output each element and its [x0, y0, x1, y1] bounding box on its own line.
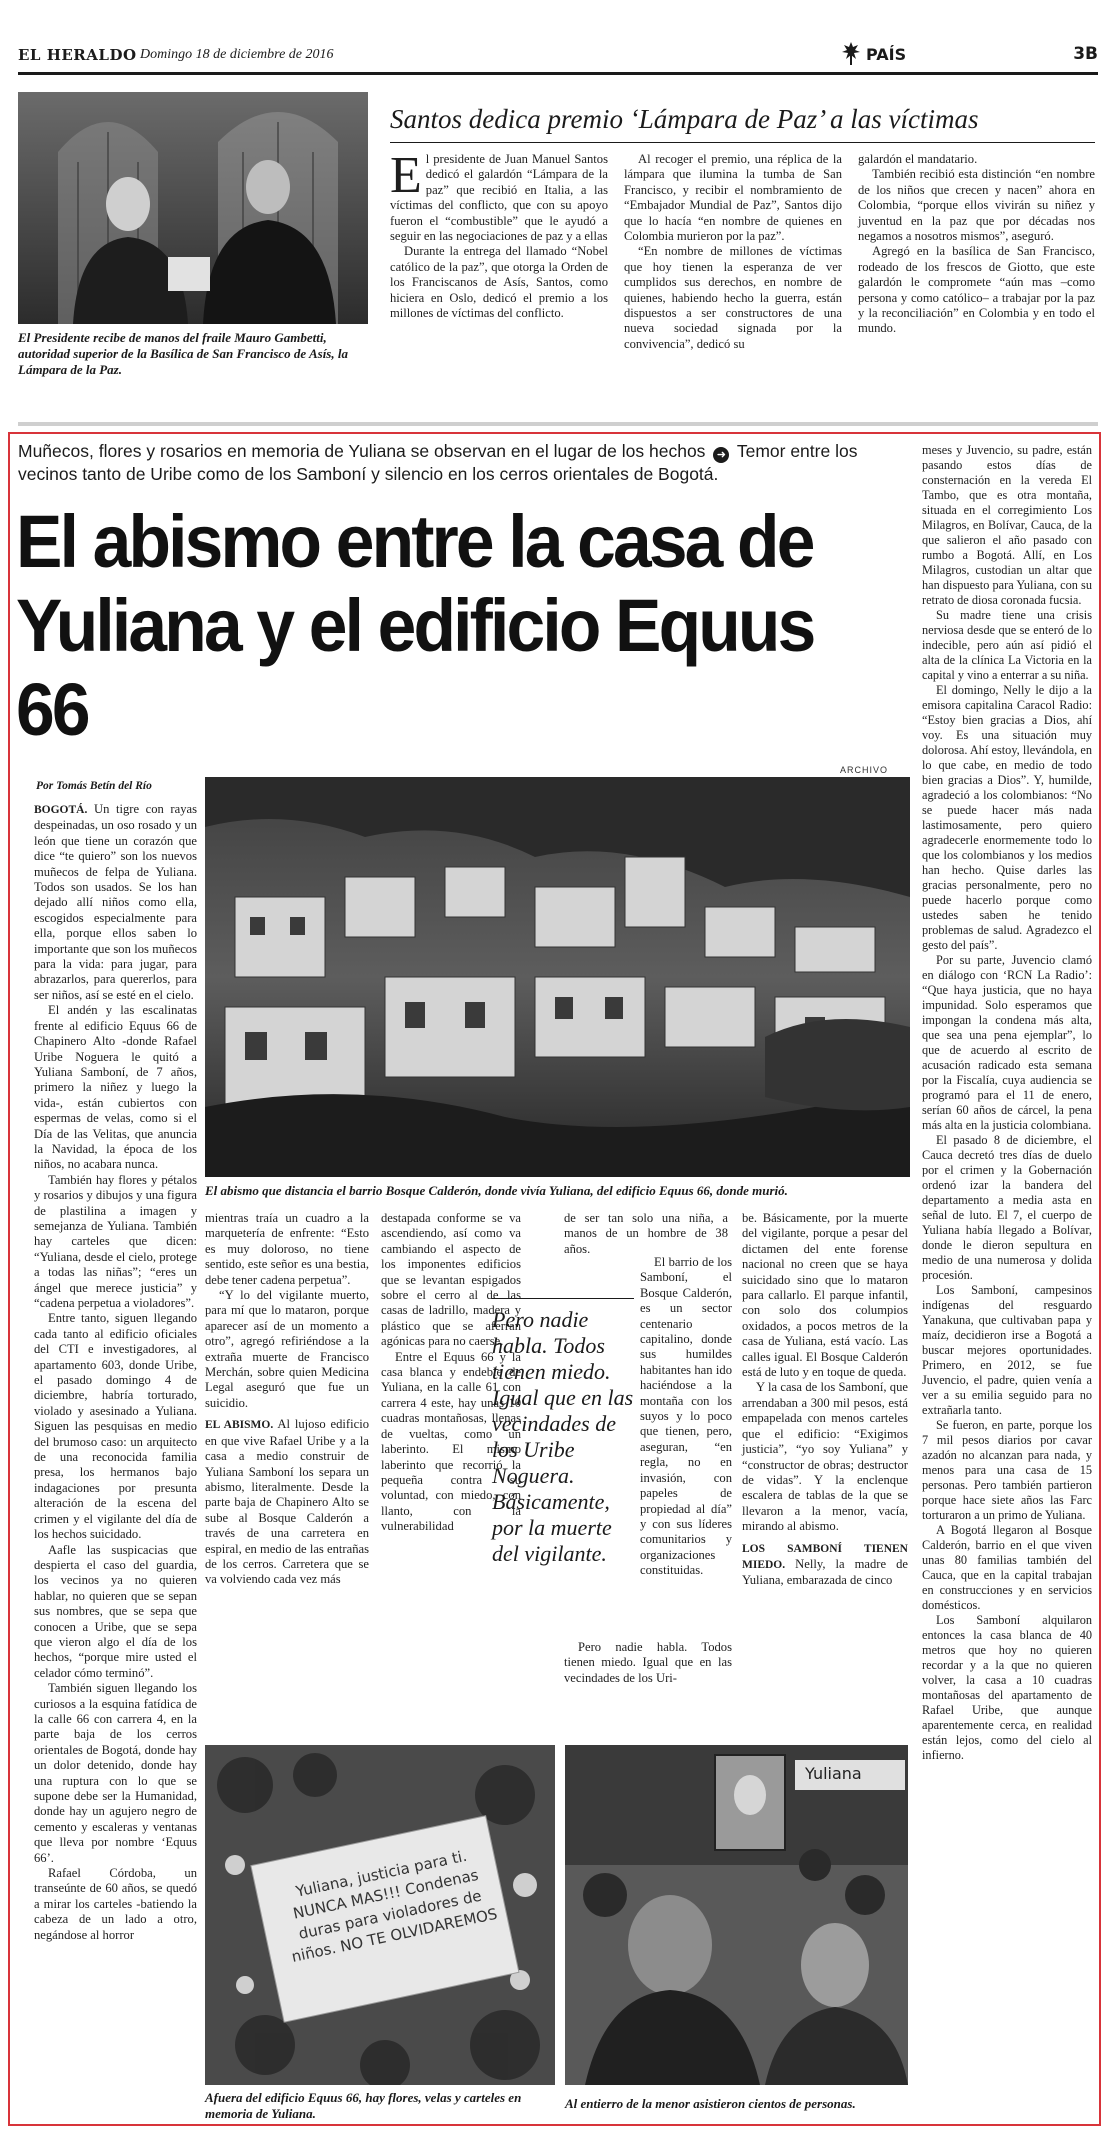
paragraph: mientras traía un cuadro a la marquetería de enfrente: “Esto es muy doloroso, no tiene sentido, este señor es una bestia, debe tener cadena perpetua”.: [205, 1211, 369, 1287]
photo-credit: ARCHIVO: [840, 765, 889, 775]
paragraph: Al recoger el premio, una réplica de la lámpara que ilumina la tumba de San Francisco, y recibir el nombramiento de “Embajador Mundial de Paz”, Santos dijo que lo hacía “en nombre de quienes en Colombia murieron por la paz”.: [624, 152, 842, 244]
dateline: BOGOTÁ.: [34, 804, 88, 816]
paragraph: de ser tan solo una niña, a manos de un hombre de 38 años.: [564, 1211, 728, 1256]
headline-line-1: El abismo entre la casa de: [16, 500, 813, 583]
paragraph: Rafael Córdoba, un transeúnte de 60 años, se quedó a mirar los carteles -batiendo la cabeza de un lado a otro, negándose al horror: [34, 1866, 197, 1942]
paragraph: Su madre tiene una crisis nerviosa desde que se enteró de lo indecible, pero aún así pidió el alta de la clínica La Victoria en la capital y vino a enterrar a su niña.: [922, 608, 1092, 682]
headline-line-2: Yuliana y el edificio Equus 66: [16, 584, 814, 751]
paragraph: galardón el mandatario.: [858, 152, 978, 166]
top-article-headline: Santos dedica premio ‘Lámpara de Paz’ a las víctimas: [390, 104, 979, 134]
main-headline: [16, 500, 839, 752]
arrow-circle-icon: ➜: [713, 447, 729, 463]
paragraph: Los Samboní alquilaron entonces la casa blanca de 40 metros que hoy no quieren recordar y a la que no quieren volver, la casa a 10 cuadras montañosas del apartamento de Rafael Uribe, que aunque aparentemente cerca, en realidad están lejos, como del cielo al infierno.: [922, 1613, 1092, 1762]
pull-quote: [492, 1298, 634, 1567]
section-separator: [18, 422, 1098, 426]
page-number: 3B: [1073, 44, 1098, 64]
article-col-2: [205, 1211, 369, 1588]
paragraph: Los Samboní, campesinos indígenas del resguardo Yanakuna, que cultivaban papa y maíz, decidieron irse a Bogotá a buscar mejores oportunidades. Primero, en 2012, se fue Juvencio, el padre, quien venía a ver a su emilia seguido para no extrañarla tanto.: [922, 1283, 1092, 1417]
deck-part-1: Muñecos, flores y rosarios en memoria de Yuliana se observan en el lugar de los hechos: [18, 441, 706, 461]
paragraph: Agregó en la basílica de San Francisco, rodeado de los frescos de Giotto, que este galardón le compromete “aún mas –como persona y como católico– a trabajar por la paz y la reconciliación” en Colombia y en todo el mundo.: [858, 244, 1095, 336]
section-kicker: LOS SAMBONÍ TIENEN MIEDO.: [742, 1542, 908, 1571]
paragraph: El barrio de los Samboní, el Bosque Calderón, es un sector centenario capitalino, donde sus humildes habitantes han ido haciéndose a la montaña con los suyos y lo poco que tienen, pero, aseguran, “en regla, no en invasión, con papeles de propiedad al día” y con sus líderes comunitarios y organizaciones constituidas.: [640, 1255, 732, 1578]
paragraph: Al lujoso edificio en que vive Rafael Uribe y a la casa a medio construir de Yuliana Samboní los separa un abismo, literalmente. Desde la parte baja de Chapinero Alto se sube al Bosque Calderón a través de una carretera en espiral, en medio de las entrañas de los cerros. Carretera que se va volviendo cada vez más: [205, 1417, 369, 1587]
paragraph: Por su parte, Juvencio clamó en diálogo con ‘RCN La Radio’: “Que haya justicia, que no haya impunidad. Solo esperamos que impongan la condena más alta, que sea una pena ejemplar”, lo que de acuerdo al escrito de acusación radicado esta semana por la Fiscalía, cuya audiencia se programó para el 11 de enero, serían 60 años de cárcel, la pena más alta en la justicia colombiana.: [922, 953, 1092, 1132]
paragraph: destapada conforme se va ascendiendo, así como va cambiando el aspecto de los imponentes edificios que se levantan espigados sobre el cerro al de las casas de ladrillo, madera y plástico que se aferran agónicas para no caerse.: [381, 1211, 521, 1349]
paragraph: El domingo, Nelly le dijo a la emisora capitalina Caracol Radio: “Estoy bien gracias a Dios, ahí voy. Es una situación muy dolorosa. Ahí estoy, llevándola, en lo que cabe, en medio de todo bien gracias a Dios”. Y, humilde, agradeció a los colombianos: “No se puede hacer más nada lastimosamente, pero quiero agradecerle enormemente todo lo que los colombianos y los medios han hecho. Quise darles las gracias personalmente, pero no puede hacerlo porque como ustedes saben he tenido problemas de salud. Agradezco el gesto del país”.: [922, 683, 1092, 952]
article-col-1: [34, 802, 197, 1943]
paragraph: meses y Juvencio, su padre, están pasando estos días de consternación en la vereda El Tambo, que es otra montaña, situada en el corregimiento Los Milagros, en Bolívar, Cauca, de la que salieron el año pasado con rumbo a Bogotá. Allí, en Los Milagros, custodian un altar que han dispuesto para Yuliana, con su retrato de diosa coronada fucsia.: [922, 443, 1092, 607]
deck-part-2: Temor entre los vecinos tanto de Uribe como de los Samboní y silencio en los cerros orientales de Bogotá.: [18, 441, 858, 484]
paragraph: Pero nadie habla. Todos tienen miedo. Igual que en las vecindades de los Uri-: [564, 1640, 732, 1685]
paragraph: “En nombre de millones de víctimas que hoy tienen la esperanza de ver cumplidos sus derechos, en nombre de quienes, habiendo hecho la guerra, están dispuestos a ser constructores de una nueva sociedad signada por la convivencia”, dedicó su: [624, 244, 842, 351]
section-label: PAÍS: [866, 45, 907, 64]
page-header: [18, 40, 1098, 70]
paragraph: be. Básicamente, por la muerte del vigilante, porque a pesar del dictamen del ente forense nacional no creen que se haya suicidado sino que lo mataron para callarlo. El parque infantil, con solo dos columpios oxidados, a pocos metros de la casa de Yuliana, está vacío. Las calles igual. El Bosque Calderón está de luto y en toque de queda.: [742, 1211, 908, 1380]
paragraph: A Bogotá llegaron al Bosque Calderón, barrio en el que viven unas 80 familias también del Cauca, que en la capital trabajan en construcciones y en servicios domésticos.: [922, 1523, 1092, 1612]
article-col-6: [922, 443, 1092, 1763]
paragraph: Y la casa de los Samboní, que arrendaban a 300 mil pesos, está empapelada con menos carteles que el edificio: “Exigimos justicia”, “yo soy Yuliana” y “constructor de obras; destructor de vidas”. Y la enclenque escalera de tablas de la que se llevaron a la menor, vacía, mirando al abismo.: [742, 1380, 908, 1534]
funeral-sign-text: Yuliana: [805, 1764, 862, 1783]
edition-date: Domingo 18 de diciembre de 2016: [140, 47, 334, 62]
article-col-5: [742, 1211, 908, 1589]
section-kicker: EL ABISMO.: [205, 1419, 274, 1432]
memorial-sign-text: Yuliana, justicia para ti. NUNCA MAS!!! Condenas duras para violadores de niños. NO TE OLVIDAREMOS: [289, 1846, 499, 1966]
top-article-col3: [858, 152, 1095, 337]
byline: Por Tomás Betín del Río: [36, 780, 152, 792]
article-col-4-continued: [640, 1255, 732, 1579]
memorial-photo-caption: Afuera del edificio Equus 66, hay flores, velas y carteles en memoria de Yuliana.: [205, 2090, 522, 2121]
paragraph: Durante la entrega del llamado “Nobel católico de la paz”, que otorga la Orden de los Franciscanos de Asís, Santos, como hiciera en Oslo, dedicó el premio a los millones de víctimas del conflicto.: [390, 244, 608, 321]
header-rule: [18, 72, 1098, 75]
paragraph: El pasado 8 de diciembre, el Cauca decretó tres días de duelo por el crimen y la Gobernación ordenó izar la bandera del departamento a media asta en señal de luto. El 7, el cuerpo de Yuliana había llegado a Bolívar, donde le dieron sepultura en medio de una numerosa y dolida procesión.: [922, 1133, 1092, 1282]
paragraph: También siguen llegando los curiosos a la esquina fatídica de la calle 66 con carrera 4, en la parte baja de los cerros orientales de Bogotá, donde hay un dolor detenido, donde hay una ruptura con lo que se supone debe ser la Humanidad, donde hay un agujero negro de cemento y escaleras y ventanas que lleva por nombre ‘Equus 66’.: [34, 1681, 197, 1865]
paragraph: También hay flores y pétalos y rosarios y dibujos y una figura de plastilina a imagen y semejanza de Yuliana. También hay carteles que dicen: “Yuliana, desde el cielo, protege a todas las niñas”; “eres un ángel que merece justicia” y “cadena perpetua a violadores”.: [34, 1172, 197, 1310]
main-photo-caption: El abismo que distancia el barrio Bosque Calderón, donde vivía Yuliana, del edificio Equus 66, donde murió.: [205, 1183, 788, 1198]
paragraph: Se fueron, en parte, porque los 7 mil pesos diarios por cavar azadón no alcanzan para nada, y menos para una casa de 15 personas. Pero también partieron porque hace siete años las Farc torturaron a un primo de Yuliana.: [922, 1418, 1092, 1522]
article-col-4: [564, 1211, 728, 1257]
paragraph: “Y lo del vigilante muerto, para mí que lo mataron, porque aparecer así de un momento a otro”, agregó refiriéndose a la extraña muerte de Francisco Merchán, sobre quien Medicina Legal aseguró que fue un suicidio.: [205, 1288, 369, 1410]
paragraph: El andén y las escalinatas frente al edificio Equus 66 de Chapinero Alto -donde Rafael Uribe Noguera le quitó a Yuliana Samboní, de 7 años, primero la niñez y luego la vida-, están cubiertos con espermas de velas, como si el Día de las Velitas, que anuncia la Navidad, la época de los niños, no acabara nunca.: [34, 1003, 197, 1172]
drop-cap: E: [390, 147, 422, 204]
top-article-col1: [390, 147, 608, 321]
paragraph: l presidente de Juan Manuel Santos dedicó el galardón “Lámpara de la paz” que recibió en Italia, a las víctimas del conflicto, que con su apoyo fueron el “combustible” que le ayudó a seguir en las negociaciones de paz y a ellas: [390, 152, 608, 244]
santos-award-photo: [18, 92, 368, 324]
section-logo-icon: [840, 40, 862, 66]
paragraph: Entre el Equus 66 y la casa blanca y endeble de Yuliana, en la calle 61 con carrera 4 este, hay unas 10 cuadras montañosas, llenas de vueltas, como un laberinto. El mismo laberinto que recorrió la pequeña contra su voluntad, con miedo, con llanto, con la vulnerabilidad: [381, 1349, 521, 1534]
top-article-col2: [624, 152, 842, 352]
article-col-4-tail: [564, 1640, 732, 1686]
paragraph: Entre tanto, siguen llegando cada tanto al edificio oficiales del CTI e investigadores, al apartamento 603, donde Uribe, el pasado domingo 4 de diciembre, habría torturado, violado y asesinado a Yuliana. Siguen las pesquisas en medio del brumoso caso: un arquitecto de una reconocida familia presa, los hermanos bajo indagaciones por presunta alteración de la escena del crimen y el vigilante del día de los hechos suicidado.: [34, 1311, 197, 1542]
main-article-deck: [18, 440, 890, 486]
funeral-photo: [565, 1745, 908, 2085]
pull-quote-text: Pero nadie habla. Todos tienen miedo. Igual que en las vecindades de los Uribe Noguera. Básicamente, por la muerte del vigilante.: [492, 1307, 634, 1566]
funeral-photo-caption: Al entierro de la menor asistieron cientos de personas.: [565, 2096, 856, 2111]
paragraph: También recibió esta distinción “en nombre de los niños que crecen y nacen” ahora en Colombia, “porque ellos vivirán su niñez y juventud en la paz que por décadas nos negamos a nosotros mismos”, aseguró.: [858, 167, 1095, 244]
santos-photo-caption: El Presidente recibe de manos del fraile Mauro Gambetti, autoridad superior de la Basílica de San Francisco de Asís, la Lámpara de la Paz.: [18, 330, 348, 377]
paragraph: Aafle las suspicacias que despierta el caso del guardia, los vecinos ya no quieren hablar, no quieren que se sepan sus nombres, que se sepa que conocen a Uribe, que se sepa que vieron algo el día de los hechos, “porque mire usted el celador cómo terminó”.: [34, 1542, 197, 1680]
paper-name: EL HERALDO: [18, 46, 137, 64]
main-photo-bosque-calderon: [205, 777, 910, 1177]
memorial-photo: [205, 1745, 555, 2085]
paragraph: Un tigre con rayas despeinadas, un oso rosado y un león que tiene un corazón que dice “te quiero” son los nuevos muñecos de felpa de Yuliana. Todos son usados. Se los han dejado allí niños como ella, escogidos especialmente para ella, porque ellos saben lo importante que son los muñecos para la vida: para jugar, para abrazarlos, para quererlos, para ser niños, así se esté en el cielo.: [34, 802, 197, 1002]
paragraph: Nelly, la madre de Yuliana, embarazada de cinco: [742, 1556, 908, 1588]
top-headline-rule: [390, 142, 1095, 143]
